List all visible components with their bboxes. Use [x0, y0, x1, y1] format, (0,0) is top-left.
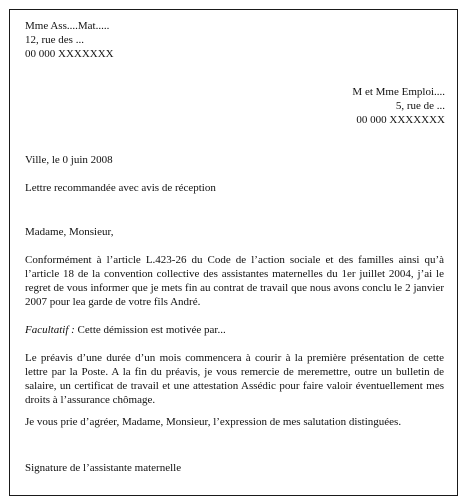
recipient-city: 00 000 XXXXXXX: [356, 114, 445, 126]
letter-subject: Lettre recommandée avec avis de réception: [25, 182, 216, 194]
sender-street: 12, rue des ...: [25, 34, 84, 46]
letter-salutation: Madame, Monsieur,: [25, 226, 114, 238]
closing-paragraph: Je vous prie d’agréer, Madame, Monsieur, l’expression de mes salutation distinguées.: [25, 416, 402, 428]
recipient-address: [352, 85, 445, 127]
recipient-name: M et Mme Emploi....: [352, 86, 445, 98]
body-paragraph-2: [25, 323, 444, 337]
sender-address: [25, 19, 114, 61]
optional-label: Facultatif :: [25, 324, 75, 336]
signature-line: Signature de l’assistante maternelle: [25, 462, 182, 474]
body-paragraph-3: Le préavis d’une durée d’un mois commencera à courir à la première présentation de cette lettre par la Poste. A la fin du préavis, je vous remercie de meremettre, outre un bulletin de salaire, un certificat de travail et une attestation Assédic pour faire valoir éventuellement mes droits à l’assurance chômage.: [25, 352, 444, 406]
body-paragraph-1: Conformément à l’article L.423-26 du Code de l’action sociale et des familles ainsi qu’à l’article 18 de la convention collective des assistantes maternelles du 1er juillet 2004, j’ai le regret de vous informer que je mets fin au contrat de travail que nous avons conclu le 2 janvier 2007 pour lea garde de votre fils André.: [25, 254, 444, 308]
sender-name: Mme Ass....Mat.....: [25, 20, 110, 32]
letter-page: [9, 9, 458, 496]
optional-text: Cette démission est motivée par...: [74, 324, 226, 336]
recipient-street: 5, rue de ...: [395, 100, 445, 112]
sender-city: 00 000 XXXXXXX: [25, 48, 114, 60]
letter-date: Ville, le 0 juin 2008: [25, 154, 113, 166]
